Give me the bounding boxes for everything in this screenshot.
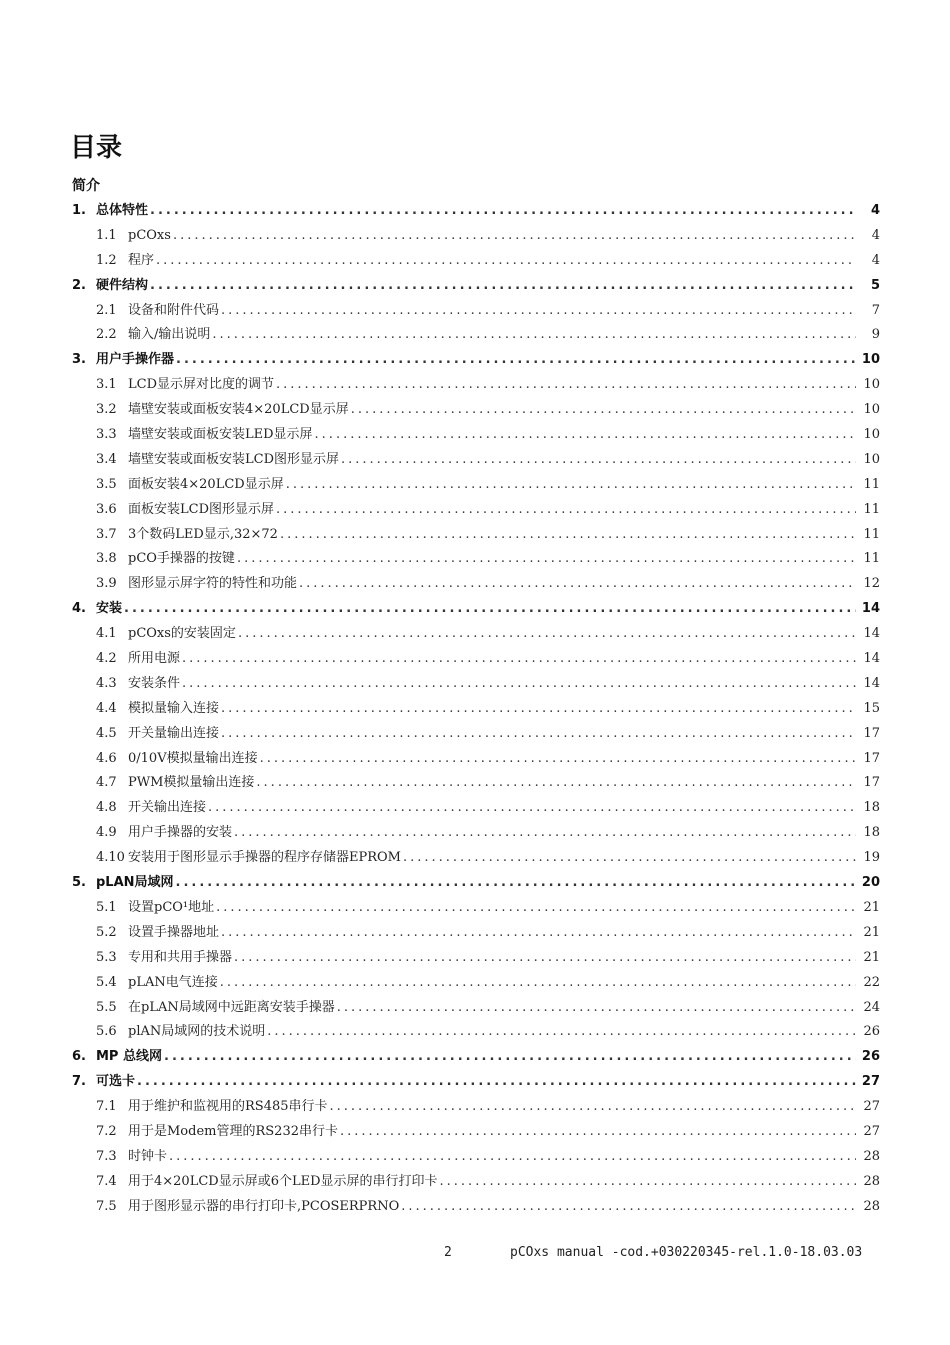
toc-entry-page-number: 27 — [861, 1074, 880, 1090]
toc-entry-page-number: 11 — [863, 501, 880, 517]
page-footer — [0, 1245, 950, 1267]
toc-entry-page-number: 17 — [863, 775, 880, 791]
toc-entry-number: 4.1 — [96, 626, 117, 642]
toc-entry-title: pLAN局域网 — [96, 875, 174, 891]
toc-chapter-entry[interactable] — [72, 597, 880, 622]
toc-entry-title: 3个数码LED显示,32×72 — [128, 526, 278, 542]
toc-section-entry[interactable] — [72, 921, 880, 946]
toc-entry-number: 3.6 — [96, 501, 117, 517]
toc-entry-number: 7.1 — [96, 1099, 117, 1115]
toc-entry-title: 专用和共用手操器 — [128, 949, 233, 965]
toc-entry-title: pCO手操器的按键 — [128, 551, 235, 567]
toc-dot-leader — [337, 996, 856, 1021]
toc-entry-number: 5.6 — [96, 1024, 117, 1040]
toc-dot-leader — [234, 946, 856, 971]
toc-dot-leader — [164, 1045, 856, 1070]
toc-entry-number: 4.7 — [96, 775, 117, 791]
toc-section-entry[interactable] — [72, 722, 880, 747]
toc-section-entry[interactable] — [72, 398, 880, 423]
toc-section-entry[interactable] — [72, 423, 880, 448]
toc-entry-page-number: 18 — [863, 800, 880, 816]
toc-entry-title: 硬件结构 — [96, 277, 149, 293]
toc-entry-page-number: 27 — [863, 1099, 880, 1115]
toc-entry-page-number: 7 — [871, 302, 880, 318]
toc-entry-number: 1.1 — [96, 227, 117, 243]
toc-section-entry[interactable] — [72, 747, 880, 772]
footer-document-reference: pCOxs manual -cod.+030220345-rel.1.0-18.03.03 — [510, 1245, 863, 1260]
toc-section-entry[interactable] — [72, 647, 880, 672]
toc-entry-title: 可选卡 — [96, 1074, 136, 1090]
toc-entry-number: 5. — [72, 875, 86, 891]
toc-dot-leader — [124, 597, 856, 622]
toc-section-entry[interactable] — [72, 697, 880, 722]
toc-entry-page-number: 28 — [863, 1198, 880, 1214]
toc-section-entry[interactable] — [72, 249, 880, 274]
toc-dot-leader — [403, 846, 856, 871]
toc-dot-leader — [276, 498, 856, 523]
toc-dot-leader — [176, 348, 856, 373]
toc-entry-number: 7.4 — [96, 1173, 117, 1189]
toc-entry-title: 模拟量输入连接 — [128, 700, 220, 716]
toc-entry-page-number: 11 — [863, 551, 880, 567]
toc-section-entry[interactable] — [72, 473, 880, 498]
toc-entry-page-number: 20 — [861, 875, 880, 891]
toc-dot-leader — [221, 722, 856, 747]
toc-entry-page-number: 11 — [863, 476, 880, 492]
toc-section-entry[interactable] — [72, 523, 880, 548]
toc-section-entry[interactable] — [72, 771, 880, 796]
toc-dot-leader — [234, 821, 856, 846]
toc-entry-page-number: 4 — [871, 227, 880, 243]
toc-entry-title: 开关量输出连接 — [128, 725, 220, 741]
toc-dot-leader — [150, 199, 856, 224]
footer-page-number: 2 — [444, 1245, 452, 1260]
toc-entry-number: 3.3 — [96, 427, 117, 443]
toc-entry-page-number: 4 — [870, 203, 880, 218]
toc-entry-page-number: 14 — [863, 651, 880, 667]
toc-entry-title: 图形显示屏字符的特性和功能 — [128, 576, 298, 592]
toc-dot-leader — [137, 1070, 856, 1095]
toc-entry-title: 用于是Modem管理的RS232串行卡 — [128, 1123, 338, 1139]
toc-entry-number: 7. — [72, 1074, 86, 1090]
toc-dot-leader — [340, 1120, 856, 1145]
toc-entry-page-number: 14 — [861, 601, 880, 617]
toc-entry-number: 4.4 — [96, 700, 117, 716]
toc-entry-page-number: 24 — [863, 999, 880, 1015]
toc-dot-leader — [221, 697, 856, 722]
toc-dot-leader — [173, 224, 856, 249]
toc-chapter-entry[interactable] — [72, 1070, 880, 1095]
toc-section-entry[interactable] — [72, 373, 880, 398]
toc-dot-leader — [299, 572, 856, 597]
toc-entry-page-number: 10 — [863, 427, 880, 443]
toc-dot-leader — [401, 1195, 856, 1220]
toc-entry-number: 4. — [72, 601, 86, 617]
toc-entry-page-number: 10 — [861, 352, 880, 368]
toc-entry-title: 用于维护和监视用的RS485串行卡 — [128, 1099, 328, 1115]
toc-dot-leader — [341, 448, 856, 473]
toc-entry-number: 3. — [72, 352, 86, 368]
toc-section-entry[interactable] — [72, 971, 880, 996]
toc-entry-number: 5.4 — [96, 974, 117, 990]
toc-section-entry[interactable] — [72, 996, 880, 1021]
toc-entry-page-number: 14 — [863, 675, 880, 691]
toc-entry-page-number: 27 — [863, 1123, 880, 1139]
toc-section-entry[interactable] — [72, 1195, 880, 1220]
toc-entry-title: 用于图形显示器的串行打印卡,PCOSERPRNO — [128, 1198, 400, 1214]
toc-entry-title: 在pLAN局域网中远距离安装手操器 — [128, 999, 335, 1015]
toc-intro-heading: 简介 — [72, 178, 100, 194]
toc-section-entry[interactable] — [72, 547, 880, 572]
toc-entry-number: 3.2 — [96, 402, 117, 418]
toc-entry-title: 面板安装4×20LCD显示屏 — [128, 476, 284, 492]
toc-entry-page-number: 21 — [863, 924, 880, 940]
toc-entry-number: 4.9 — [96, 825, 117, 841]
toc-entry-page-number: 10 — [863, 451, 880, 467]
toc-entry-number: 5.5 — [96, 999, 117, 1015]
toc-section-entry[interactable] — [72, 1020, 880, 1045]
toc-entry-title: LCD显示屏对比度的调节 — [128, 377, 275, 393]
toc-dot-leader — [280, 523, 856, 548]
toc-entry-number: 3.1 — [96, 377, 117, 393]
toc-entry-page-number: 21 — [863, 899, 880, 915]
toc-dot-leader — [256, 771, 856, 796]
toc-entry-number: 4.6 — [96, 750, 117, 766]
toc-section-entry[interactable] — [72, 946, 880, 971]
toc-entry-number: 3.8 — [96, 551, 117, 567]
toc-entry-title: 时钟卡 — [128, 1148, 168, 1164]
toc-entry-page-number: 10 — [863, 402, 880, 418]
toc-dot-leader — [351, 398, 856, 423]
toc-entry-page-number: 22 — [863, 974, 880, 990]
toc-dot-leader — [276, 373, 856, 398]
toc-dot-leader — [238, 622, 856, 647]
toc-entry-number: 4.2 — [96, 651, 117, 667]
toc-dot-leader — [237, 547, 856, 572]
toc-dot-leader — [221, 299, 856, 324]
toc-dot-leader — [182, 672, 856, 697]
toc-entry-page-number: 10 — [863, 377, 880, 393]
toc-entry-title: 安装用于图形显示手操器的程序存储器EPROM — [128, 850, 401, 866]
toc-entry-page-number: 15 — [863, 700, 880, 716]
toc-entry-number: 4.3 — [96, 675, 117, 691]
toc-section-entry[interactable] — [72, 299, 880, 324]
toc-dot-leader — [260, 747, 856, 772]
toc-entry-page-number: 21 — [863, 949, 880, 965]
toc-entry-title: 面板安装LCD图形显示屏 — [128, 501, 275, 517]
toc-section-entry[interactable] — [72, 622, 880, 647]
toc-entry-number: 3.5 — [96, 476, 117, 492]
toc-section-entry[interactable] — [72, 672, 880, 697]
toc-entry-title: 设备和附件代码 — [128, 302, 220, 318]
toc-entry-number: 5.2 — [96, 924, 117, 940]
toc-entry-title: pCOxs — [128, 227, 171, 243]
toc-entry-title: 用户手操器的安装 — [128, 825, 233, 841]
toc-entry-title: 0/10V模拟量输出连接 — [128, 750, 258, 766]
toc-entry-number: 1.2 — [96, 252, 117, 268]
toc-section-entry[interactable] — [72, 796, 880, 821]
toc-section-entry[interactable] — [72, 1170, 880, 1195]
toc-section-entry[interactable] — [72, 1145, 880, 1170]
toc-entry-page-number: 28 — [863, 1173, 880, 1189]
toc-entry-page-number: 26 — [863, 1024, 880, 1040]
toc-entry-title: 开关输出连接 — [128, 800, 207, 816]
toc-section-entry[interactable] — [72, 572, 880, 597]
toc-entry-title: 安装 — [96, 601, 123, 617]
toc-entry-page-number: 28 — [863, 1148, 880, 1164]
toc-entry-title: pCOxs的安装固定 — [128, 626, 236, 642]
toc-entry-number: 4.8 — [96, 800, 117, 816]
toc-section-entry[interactable] — [72, 1120, 880, 1145]
toc-section-entry[interactable] — [72, 821, 880, 846]
toc-dot-leader — [216, 896, 856, 921]
toc-dot-leader — [221, 921, 856, 946]
toc-dot-leader — [156, 249, 856, 274]
toc-entry-page-number: 26 — [861, 1049, 880, 1065]
toc-dot-leader — [176, 871, 856, 896]
toc-chapter-entry[interactable] — [72, 199, 880, 224]
toc-dot-leader — [440, 1170, 856, 1195]
toc-chapter-entry[interactable] — [72, 871, 880, 896]
toc-entry-number: 5.1 — [96, 899, 117, 915]
toc-entry-number: 7.5 — [96, 1198, 117, 1214]
toc-dot-leader — [286, 473, 856, 498]
toc-dot-leader — [220, 971, 856, 996]
toc-section-entry[interactable] — [72, 1095, 880, 1120]
toc-entry-title: 墙壁安装或面板安装LED显示屏 — [128, 427, 313, 443]
toc-entry-title: pLAN电气连接 — [128, 974, 218, 990]
toc-chapter-entry[interactable] — [72, 348, 880, 373]
toc-dot-leader — [182, 647, 856, 672]
toc-entry-title: 输入/输出说明 — [128, 327, 211, 343]
toc-dot-leader — [315, 423, 856, 448]
toc-dot-leader — [330, 1095, 856, 1120]
toc-entry-title: 程序 — [128, 252, 155, 268]
toc-dot-leader — [169, 1145, 856, 1170]
toc-entry-title: 安装条件 — [128, 675, 181, 691]
toc-entry-number: 4.5 — [96, 725, 117, 741]
toc-entry-title: MP 总线网 — [96, 1049, 162, 1065]
toc-entry-number: 3.4 — [96, 451, 117, 467]
toc-entry-page-number: 4 — [871, 252, 880, 268]
toc-section-entry[interactable] — [72, 846, 880, 871]
toc-entry-number: 3.7 — [96, 526, 117, 542]
toc-dot-leader — [208, 796, 856, 821]
toc-entry-title: 设置pCO¹地址 — [128, 899, 215, 915]
toc-dot-leader — [267, 1020, 856, 1045]
toc-entry-title: PWM模拟量输出连接 — [128, 775, 255, 791]
toc-entry-number: 2. — [72, 277, 86, 293]
toc-entry-page-number: 9 — [871, 327, 880, 343]
toc-entry-number: 4.10 — [96, 850, 125, 866]
toc-entry-page-number: 5 — [870, 277, 880, 293]
toc-entry-number: 1. — [72, 203, 86, 218]
toc-entry-number: 5.3 — [96, 949, 117, 965]
toc-entry-title: 墙壁安装或面板安装4×20LCD显示屏 — [128, 402, 349, 418]
toc-chapter-entry[interactable] — [72, 1045, 880, 1070]
toc-entry-page-number: 17 — [863, 750, 880, 766]
toc-entry-number: 7.3 — [96, 1148, 117, 1164]
toc-entry-title: 用户手操作器 — [96, 352, 175, 368]
toc-entry-number: 7.2 — [96, 1123, 117, 1139]
toc-chapter-entry[interactable] — [72, 274, 880, 299]
toc-entry-page-number: 18 — [863, 825, 880, 841]
toc-entry-page-number: 11 — [863, 526, 880, 542]
toc-entry-title: plAN局域网的技术说明 — [128, 1024, 266, 1040]
toc-entry-number: 6. — [72, 1049, 86, 1065]
toc-section-entry[interactable] — [72, 224, 880, 249]
toc-dot-leader — [212, 323, 856, 348]
toc-entry-title: 总体特性 — [96, 203, 149, 218]
toc-entry-number: 2.1 — [96, 302, 117, 318]
toc-entry-page-number: 19 — [863, 850, 880, 866]
toc-entry-title: 墙壁安装或面板安装LCD图形显示屏 — [128, 451, 340, 467]
toc-section-entry[interactable] — [72, 498, 880, 523]
toc-entry-number: 3.9 — [96, 576, 117, 592]
toc-entry-title: 设置手操器地址 — [128, 924, 220, 940]
toc-entry-page-number: 14 — [863, 626, 880, 642]
page-title: 目录 — [70, 133, 123, 163]
toc-section-entry[interactable] — [72, 448, 880, 473]
table-of-contents — [72, 199, 880, 1220]
toc-entry-page-number: 12 — [863, 576, 880, 592]
toc-dot-leader — [150, 274, 856, 299]
toc-entry-title: 用于4×20LCD显示屏或6个LED显示屏的串行打印卡 — [128, 1173, 438, 1189]
toc-entry-number: 2.2 — [96, 327, 117, 343]
toc-section-entry[interactable] — [72, 323, 880, 348]
toc-section-entry[interactable] — [72, 896, 880, 921]
toc-entry-title: 所用电源 — [128, 651, 181, 667]
toc-entry-page-number: 17 — [863, 725, 880, 741]
